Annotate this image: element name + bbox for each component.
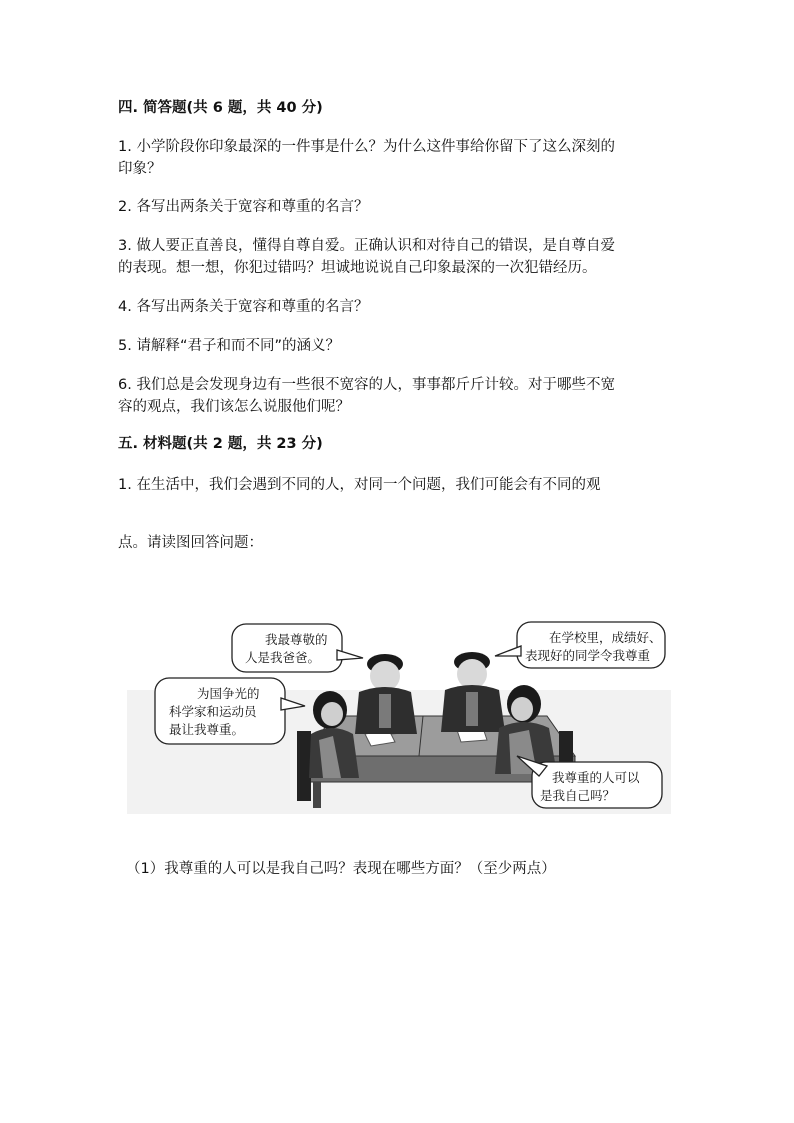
bubble-left-line3: 最让我尊重。 <box>169 722 245 737</box>
q5-1-line1: 1. 在生活中，我们会遇到不同的人，对同一个问题，我们可能会有不同的观 <box>118 477 601 493</box>
q4-3-line1: 3. 做人要正直善良，懂得自尊自爱。正确认识和对待自己的错误，是自尊自爱 <box>118 238 615 254</box>
speech-bubble-left <box>155 678 305 744</box>
q5-1-line2: 点。请读图回答问题： <box>118 535 263 551</box>
section4-heading: 四. 简答题(共 6 题，共 40 分) <box>118 100 323 116</box>
speech-bubble-top-right <box>495 622 665 668</box>
bubble-left-line2: 科学家和运动员 <box>169 704 257 719</box>
bubble-bottom-right-line2: 是我自己吗？ <box>540 788 616 803</box>
q4-6-line1: 6. 我们总是会发现身边有一些很不宽容的人，事事都斤斤计较。对于哪些不宽 <box>118 377 615 393</box>
bubble-top-left-line1: 我最尊敬的 <box>265 632 328 647</box>
q4-4: 4. 各写出两条关于宽容和尊重的名言？ <box>118 299 369 315</box>
q5-1-sub1: （1）我尊重的人可以是我自己吗？表现在哪些方面？（至少两点） <box>126 861 556 877</box>
illustration-students-discussion <box>127 606 671 814</box>
q4-1-line1: 1. 小学阶段你印象最深的一件事是什么？为什么这件事给你留下了这么深刻的 <box>118 139 615 155</box>
bubble-left-line1: 为国争光的 <box>197 686 260 701</box>
speech-bubble-bottom-right <box>517 756 662 808</box>
bubble-bottom-right-line1: 我尊重的人可以 <box>552 770 640 785</box>
section5-heading: 五. 材料题(共 2 题，共 23 分) <box>118 436 323 452</box>
bubble-top-right-line2: 表现好的同学令我尊重 <box>525 648 651 663</box>
q4-1-line2: 印象？ <box>118 161 162 177</box>
q4-2: 2. 各写出两条关于宽容和尊重的名言？ <box>118 199 369 215</box>
bubble-top-left-line2: 人是我爸爸。 <box>245 650 321 665</box>
q4-3-line2: 的表现。想一想，你犯过错吗？坦诚地说说自己印象最深的一次犯错经历。 <box>118 260 597 276</box>
q4-5: 5. 请解释“君子和而不同”的涵义？ <box>118 338 340 354</box>
bubble-top-right-line1: 在学校里，成绩好、 <box>549 630 662 645</box>
q4-6-line2: 容的观点，我们该怎么说服他们呢？ <box>118 399 350 415</box>
